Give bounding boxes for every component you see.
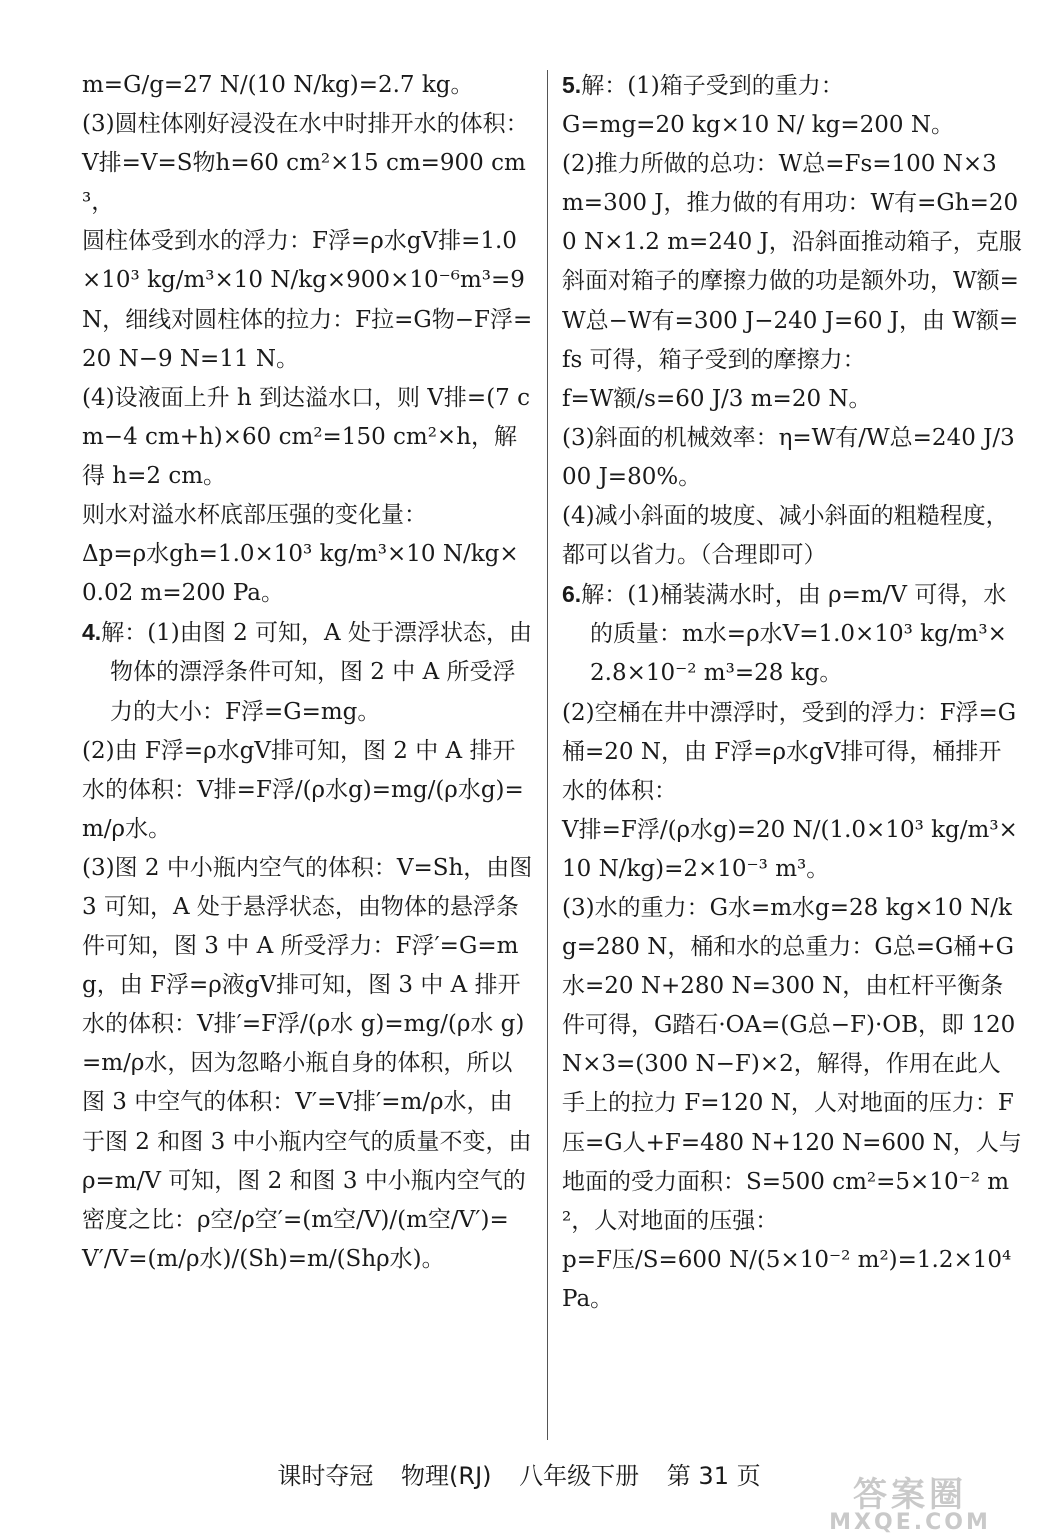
paragraph: p=F压/S=600 N/(5×10⁻² m²)=1.2×10⁴ Pa。: [562, 1246, 1019, 1312]
left-column: [82, 66, 540, 1440]
paragraph: m=G/g=27 N/(10 N/kg)=2.7 kg。: [82, 72, 474, 98]
paragraph: 解：(1)箱子受到的重力：: [581, 73, 844, 99]
page-number: 第 31 页: [666, 1462, 761, 1490]
watermark-url: MXQE.COM: [829, 1510, 991, 1535]
question-4: [82, 613, 534, 731]
paragraph: V排=F浮/(ρ水g)=20 N/(1.0×10³ kg/m³×10 N/kg)=2×10⁻³ m³。: [562, 816, 1018, 882]
paragraph: 圆柱体受到水的浮力：F浮=ρ水gV排=1.0×10³ kg/m³×10 N/kg×900×10⁻⁶m³=9 N，细线对圆柱体的拉力：F拉=G物−F浮=20 N−9 N=11 N。: [82, 228, 533, 372]
book-title: 课时夺冠: [277, 1462, 374, 1490]
watermark-logo: [800, 1475, 1020, 1535]
paragraph: 解：(1)由图 2 可知，A 处于漂浮状态，由物体的漂浮条件可知，图 2 中 A 所受浮力的大小：F浮=G=mg。: [101, 620, 532, 725]
question-number: 6.: [562, 581, 582, 608]
paragraph: (4)设液面上升 h 到达溢水口，则 V排=(7 cm−4 cm+h)×60 cm²=150 cm²×h，解得 h=2 cm。: [82, 384, 531, 489]
question-number: 5.: [562, 72, 582, 98]
watermark-title: 答案圈: [853, 1475, 967, 1515]
right-column: [562, 66, 1022, 1440]
column-divider: [547, 70, 548, 1440]
paragraph: f=W额/s=60 J/3 m=20 N。: [562, 385, 872, 412]
paragraph: (2)推力所做的总功：W总=Fs=100 N×3 m=300 J，推力做的有用功：W有=Gh=200 N×1.2 m=240 J，沿斜面推动箱子，克服斜面对箱子的摩擦力做的功是额外功，W额=W总−W有=300 J−240 J=60 J，由 W额=fs 可得，箱子受到的摩擦力：: [562, 151, 1022, 373]
subject-label: 物理(RJ): [401, 1462, 492, 1490]
paragraph: (3)斜面的机械效率：η=W有/W总=240 J/300 J=80%。: [562, 424, 1015, 490]
paragraph: (2)由 F浮=ρ水gV排可知，图 2 中 A 排开水的体积：V排=F浮/(ρ水g)=mg/(ρ水g)=m/ρ水。: [82, 737, 524, 842]
paragraph: (3)图 2 中小瓶内空气的体积：V=Sh，由图 3 可知，A 处于悬浮状态，由物体的悬浮条件可知，图 3 中 A 所受浮力：F浮′=G=mg，由 F浮=ρ液gV排可知，图 3 中 A 排开水的体积：V排′=F浮/(ρ水 g)=mg/(ρ水 g)=m/ρ水，因为忽略小瓶自身的体积，所以图 3 中空气的体积：V′=V排′=m/ρ水，由于图 2 和图 3 中小瓶内空气的质量不变，由 ρ=m/V 可知，图 2 和图 3 中小瓶内空气的密度之比：ρ空/ρ空′=(m空/V)/(m空/V′)=: [82, 854, 540, 1233]
paragraph: G=mg=20 kg×10 N/ kg=200 N。: [562, 112, 954, 139]
question-number: 4.: [82, 619, 102, 646]
paragraph: 解：(1)桶装满水时，由 ρ=m/V 可得，水的质量：m水=ρ水V=1.0×10³ kg/m³×2.8×10⁻² m³=28 kg。: [581, 582, 1007, 687]
paragraph: V′/V=(m/ρ水)/(Sh)=m/(Shρ水)。: [82, 1245, 445, 1272]
paragraph: Δp=ρ水gh=1.0×10³ kg/m³×10 N/kg×0.02 m=200 Pa。: [82, 541, 519, 607]
paragraph: 则水对溢水杯底部压强的变化量：: [82, 502, 427, 529]
question-5: [562, 66, 1022, 106]
paragraph: (3)水的重力：G水=m水g=28 kg×10 N/kg=280 N，桶和水的总重力：G总=G桶+G水=20 N+280 N=300 N，由杠杆平衡条件可得，G踏石·OA=(G总−F)·OB，即 120 N×3=(300 N−F)×2，解得，作用在此人手上的拉力 F=120 N，人对地面的压力：F压=G人+F=480 N+120 N=600 N，人与地面的受力面积：S=500 cm²=5×10⁻² m²，人对地面的压强：: [562, 894, 1023, 1234]
paragraph: (2)空桶在井中漂浮时，受到的浮力：F浮=G桶=20 N，由 F浮=ρ水gV排可得，桶排开水的体积：: [562, 699, 1017, 804]
paragraph: (3)圆柱体刚好浸没在水中时排开水的体积：V排=V=S物h=60 cm²×15 cm=900 cm³，: [82, 111, 529, 216]
paragraph: (4)减小斜面的坡度、减小斜面的粗糙程度，都可以省力。（合理即可）: [562, 503, 1009, 569]
grade-label: 八年级下册: [519, 1462, 640, 1490]
question-6: [562, 575, 1022, 693]
